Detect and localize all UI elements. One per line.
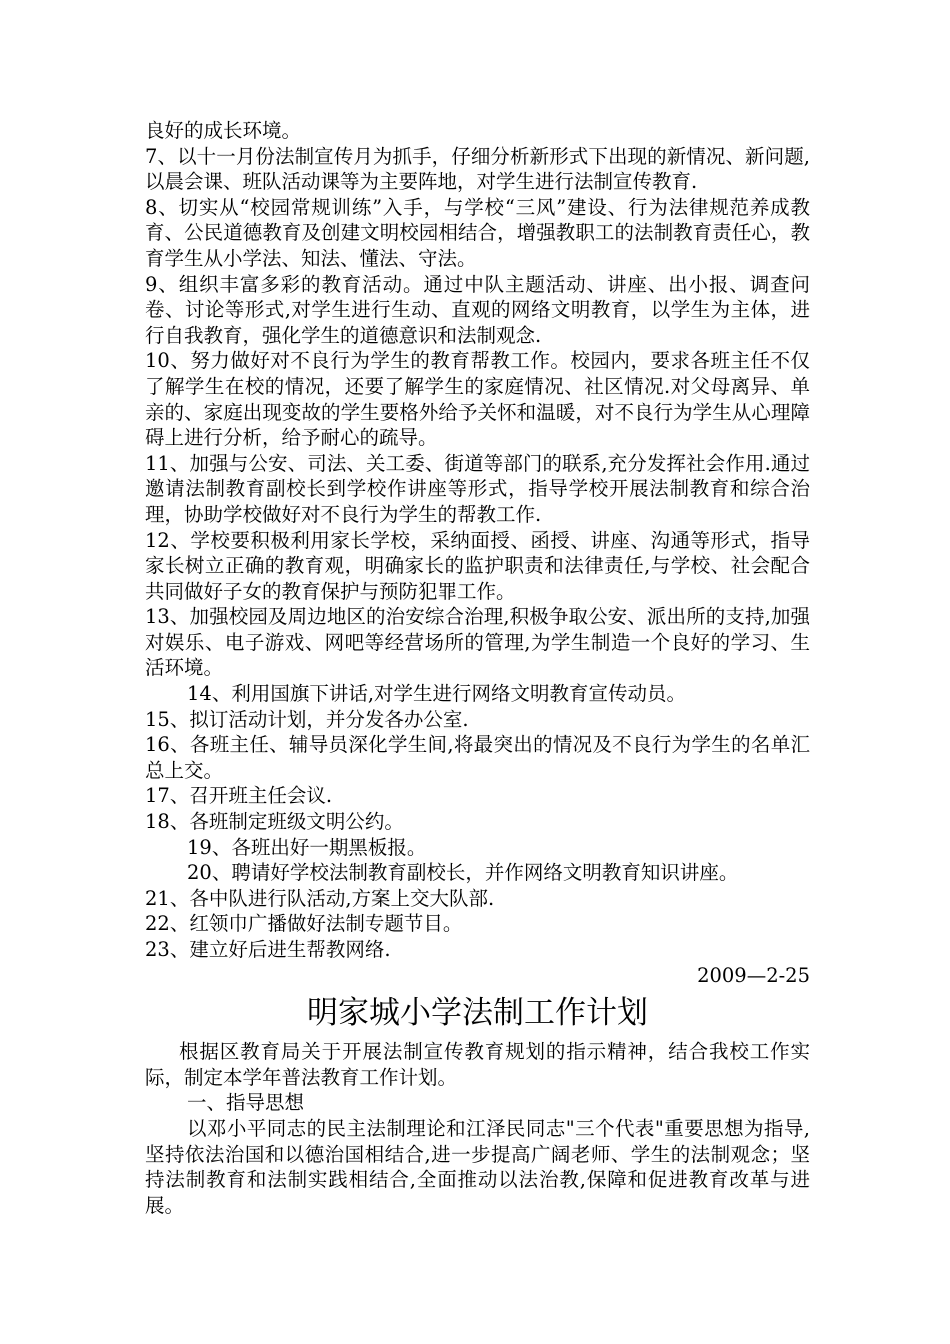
- paragraph-item-21: 21、各中队进行队活动,方案上交大队部.: [145, 886, 495, 910]
- paragraph-item-23: 23、建立好后进生帮教网络.: [145, 938, 391, 961]
- paragraph-item-13: 13、加强校园及周边地区的治安综合治理,积极争取公安、派出所的支持,加强对娱乐、电子游戏、网吧等经营场所的管理,为学生制造一个良好的学习、生活环境。: [145, 605, 810, 680]
- paragraph-item-18: 18、各班制定班级文明公约。: [145, 810, 404, 834]
- document-date: 2009—2-25: [697, 963, 810, 987]
- paragraph-item-17: 17、召开班主任会议.: [145, 784, 333, 808]
- paragraph-item-14: 14、利用国旗下讲话,对学生进行网络文明教育宣传动员。: [187, 682, 687, 706]
- section-body-guiding-thought: 以邓小平同志的民主法制理论和江泽民同志"三个代表"重要思想为指导,坚持依法治国和以德治国相结合,进一步提高广阔老师、学生的法制观念；坚持法制教育和法制实践相结合,全面推动以法治教,保障和促进教育改革与进展。: [145, 1116, 810, 1217]
- paragraph-item-19: 19、各班出好一期黑板报。: [187, 835, 427, 859]
- document-title: 明家城小学法制工作计划: [307, 995, 648, 1032]
- paragraph-item-11: 11、加强与公安、司法、关工委、街道等部门的联系,充分发挥社会作用.通过邀请法制教育副校长到学校作讲座等形式，指导学校开展法制教育和综合治理，协助学校做好对不良行为学生的帮教工作.: [145, 451, 810, 526]
- paragraph-item-12: 12、学校要积极利用家长学校，采纳面授、函授、讲座、沟通等形式，指导家长树立正确的教育观，明确家长的监护职责和法律责任,与学校、社会配合共同做好子女的教育保护与预防犯罪工作。: [145, 528, 810, 603]
- paragraph-item-15: 15、拟订活动计划，并分发各办公室.: [145, 707, 469, 731]
- paragraph-item-10: 10、努力做好对不良行为学生的教育帮教工作。校园内，要求各班主任不仅了解学生在校的情况，还要了解学生的家庭情况、社区情况.对父母离异、单亲的、家庭出现变故的学生要格外给予关怀和温暖，对不良行为学生从心理障碍上进行分析，给予耐心的疏导。: [145, 349, 810, 450]
- section-heading-guiding-thought: 一、指导思想: [187, 1091, 305, 1115]
- paragraph-continuation: 良好的成长环境。: [145, 119, 302, 142]
- paragraph-item-20: 20、聘请好学校法制教育副校长，并作网络文明教育知识讲座。: [187, 861, 739, 885]
- paragraph-item-8: 8、切实从“校园常规训练”入手，与学校“三风”建设、行为法律规范养成教育、公民道德教育及创建文明校园相结合，增强教职工的法制教育责任心，教育学生从小学法、知法、懂法、守法。: [145, 195, 810, 270]
- paragraph-item-9: 9、组织丰富多彩的教育活动。通过中队主题活动、讲座、出小报、调查问卷、讨论等形式,对学生进行生动、直观的网络文明教育，以学生为主体，进行自我教育，强化学生的道德意识和法制观念.: [145, 272, 810, 347]
- document-page: [145, 118, 810, 1218]
- paragraph-item-7: 7、以十一月份法制宣传月为抓手，仔细分析新形式下出现的新情况、新问题,以晨会课、班队活动课等为主要阵地，对学生进行法制宣传教育.: [145, 144, 810, 194]
- paragraph-item-22: 22、红领巾广播做好法制专题节目。: [145, 912, 463, 936]
- paragraph-item-16: 16、各班主任、辅导员深化学生间,将最突出的情况及不良行为学生的名单汇总上交。: [145, 733, 810, 782]
- intro-paragraph: 根据区教育局关于开展法制宣传教育规划的指示精神，结合我校工作实际，制定本学年普法教育工作计划。: [145, 1040, 810, 1089]
